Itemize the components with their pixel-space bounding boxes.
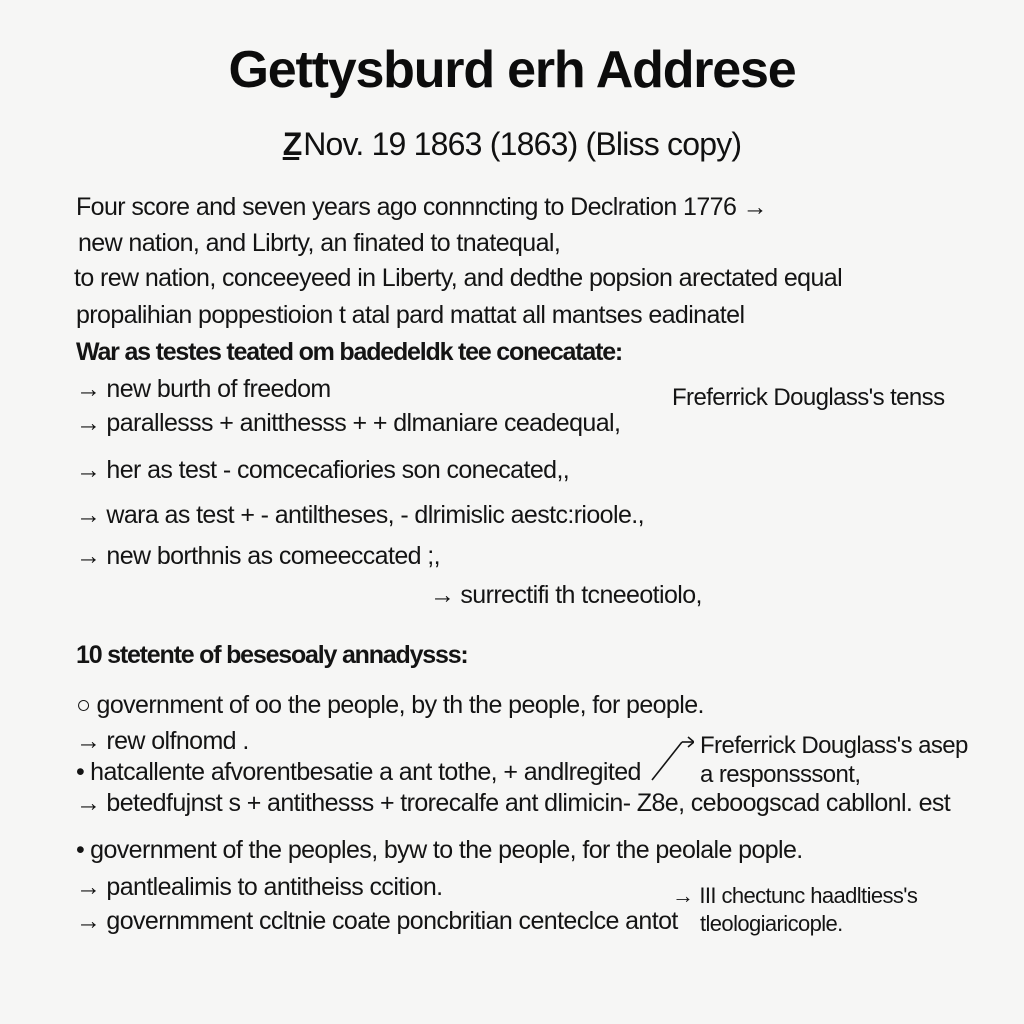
arrow-icon: → [76, 789, 101, 817]
list-item: • government of the peoples, byw to the people, for the peolale pople. [76, 836, 803, 864]
arrow-icon: → [76, 375, 101, 403]
bullet-icon: • [76, 758, 85, 786]
margin-note-theological: tleologiaricople. [700, 911, 843, 936]
list-item: ○ government of oo the people, by th the people, for people. [76, 691, 704, 719]
arrow-icon: → [76, 409, 101, 437]
list-item: • hatcallente afvorentbesatie a ant tothe, + andlregited [76, 758, 641, 786]
intro-line-3: to rew nation, conceeyeed in Liberty, and dedthe popsion arectated equal [74, 264, 843, 292]
subtitle-text: Nov. 19 1863 (1863) (Bliss copy) [303, 126, 742, 162]
list-item: → betedfujnst s + antithesss + trorecalfe ant dlimicin- Z8e, ceboogscad cabllonl. est [76, 789, 951, 817]
list-item: → rew olfnomd . [76, 727, 249, 755]
section2-heading: 10 stetente of besesoaly annadysss: [76, 641, 468, 669]
list-item: → governmment ccltnie coate poncbritian centeclce antot [76, 907, 678, 935]
intro-line-1: Four score and seven years ago connncting to Declration 1776 → [76, 193, 767, 221]
document-title: Gettysburd erh Addrese [228, 41, 796, 99]
arrow-icon: → [430, 581, 455, 609]
list-item: → parallesss + anitthesss + + dlmaniare ceadequal, [76, 409, 621, 437]
list-item: → her as test - comcecafiories son conecated,, [76, 456, 570, 484]
arrow-icon: → [76, 873, 101, 901]
intro-line-4: propalihian poppestioion t atal pard mattat all mantses eadinatel [76, 301, 745, 329]
list-sub-item: → surrectifi th tcneeotiolo, [430, 581, 702, 609]
arrow-icon: → [76, 542, 101, 570]
bullet-icon: • [76, 836, 85, 864]
arrow-icon: → [76, 456, 101, 484]
arrow-icon: → [76, 501, 101, 529]
arrow-icon: → [76, 907, 101, 935]
circle-bullet-icon: ○ [76, 691, 91, 719]
margin-note-douglass: Freferrick Douglass's tenss [672, 384, 945, 411]
list-item: → wara as test + - antiltheses, - dlrimislic aestc:rioole., [76, 501, 644, 529]
list-item: → pantlealimis to antitheiss ccition. [76, 873, 443, 901]
margin-note-douglass-asep: Freferrick Douglass's asep [700, 732, 968, 759]
arrow-icon: → [76, 727, 101, 755]
list-item: → new borthnis as comeeccated ;, [76, 542, 440, 570]
margin-note-hadtliess: → III chectunc haadltiess's [672, 883, 918, 908]
arrow-icon: → [672, 883, 694, 908]
margin-note-response: a responsssont, [700, 761, 861, 788]
connector-arrow-icon [648, 734, 694, 784]
list-item: → new burth of freedom [76, 375, 331, 403]
section1-heading: War as testes teated om badedeldk tee conecatate: [76, 338, 623, 366]
intro-line-2: new nation, and Librty, an finated to tnatequal, [78, 229, 561, 257]
document-subtitle [0, 126, 1024, 163]
subtitle-mark: Z [282, 126, 300, 162]
